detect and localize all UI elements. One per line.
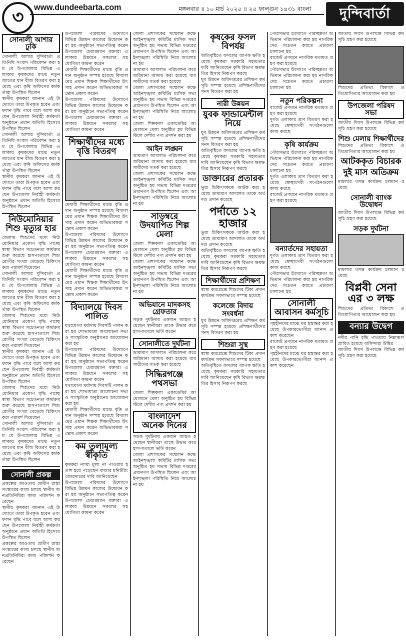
article-body: ভুয়া চিকিৎসককে আটক করা হয়েছে ভ্রাম্যমাণ আদালত তাকে অর্থদণ্ড প্রদান করেছে [201,231,265,249]
article-body: অতিবৃষ্টিতে ফসলের ব্যাপক ক্ষতি হয়েছে কৃষকরা সরকারি সহায়তার দাবি জানিয়েছেন কৃষি বিভাগ ক্ষয়ক্ষতির হিসাব নিরূপণ করছে [201,53,265,77]
article-body: অতিবৃষ্টিতে ফসলের ব্যাপক ক্ষতি হয়েছে কৃষকরা সরকারি সহায়তার দাবি জানিয়েছেন কৃষি বিভাগ ক্ষয়ক্ষতির হিসাব নিরূপণ করছে [201,249,265,273]
headline: আটককৃত বিচারক [340,157,402,168]
column-6 [338,32,404,638]
column-divider [198,32,199,636]
column-3 [133,32,196,638]
headline: সিদ্ধিরগঞ্জে পথসভা [145,370,184,390]
headline: কম তুলামূল্য স্বীকৃতি [75,441,118,461]
article-body: মামলার তদন্ত কার্যক্রম চলমান রয়েছে [338,179,404,191]
column-4 [201,32,265,638]
headline: বন্যার্তদের সহায়তা [275,243,328,253]
article-body: মেধাবী শিক্ষার্থীদের মাঝে বৃত্তি প্রদান অনুষ্ঠান সম্পন্ন হয়েছে বিদ্যালয়ের প্রধান শিক্ষক শিক্ষার্থীদের উৎসাহ প্রদান করেন অভিভাবকরা সন্তোষ প্রকাশ করেন [65,268,128,298]
headline: কলেজে বিদায় সংবর্ধনা [212,301,254,318]
article-body: দুর্গত এলাকায় ত্রাণ বিতরণ করা হয়েছে স্বেচ্ছাসেবী সংগঠনগুলো কাজ করছে [270,118,333,136]
article-body: কৃষকরা ন্যায্য মূল্য না পাওয়ায় হতাশ হয়ে পড়েছেন বাজার মনিটরিং জোরদারের দাবি জানিয়েছেন [65,462,128,480]
news-photo [338,234,404,266]
article-body: জেলায় শিশুদের মধ্যে নিউমোনিয়ার প্রকোপ বৃদ্ধি পাচ্ছে স্বাস্থ্য বিভাগ সচেতনতা কার্যক্রম শুরু করেছে হাসপাতালে শিশু রোগীর সংখ্যা বেড়েছে চিকিৎসকরা পরামর্শ দিয়েছেন [2,313,60,349]
article-body: দুর্গত এলাকায় ত্রাণ বিতরণ করা হয়েছে স্বেচ্ছাসেবী সংগঠনগুলো কাজ করছে [270,254,333,272]
article-body: মেধাবী শিক্ষার্থীদের মাঝে বৃত্তি প্রদান অনুষ্ঠান সম্পন্ন হয়েছে বিদ্যালয়ের প্রধান শিক্ষক শিক্ষার্থীদের উৎসাহ প্রদান করেন অভিভাবকরা সন্তোষ প্রকাশ করেন [65,68,128,97]
article-body: গৃহহীনদের মাঝে ঘর হস্তান্তর করা হয়েছে উপকারভোগীরা আনন্দ প্রকাশ করেছেন [270,351,333,369]
article-body: স্থানীয় কৃষকরা জানান এই উদ্যোগে তারা উপকৃত হবেন এবং ফলন বৃদ্ধি পাবে বলে আশা করছেন উপজেলা নির্বাহী কর্মকর্তা অনুষ্ঠানে প্রধান অতিথি হিসেবে উপস্থিত ছিলেন [2,505,60,541]
article-body: যথাযোগ্য মর্যাদায় দিবসটি পালন করা হয় শোভাযাত্রা আলোচনা সভা ও সাংস্কৃতিক অনুষ্ঠানের আয়োজন করা হয় [65,383,128,407]
headline: কৃষকের ফসল বিপর্যয় [210,33,256,52]
article-body: অতিবৃষ্টিতে ফসলের ব্যাপক ক্ষতি হয়েছে কৃষকরা সরকারি সহায়তার দাবি জানিয়েছেন কৃষি বিভাগ ক্ষয়ক্ষতির হিসাব নিরূপণ করছে [201,149,265,173]
article-body: শিশুদের প্রতিভা বিকাশে প্রতিযোগিতার আয়োজন করা হয় [338,144,404,156]
headline: সোনালীতে দুর্ঘটনা [133,338,196,349]
article-body: মামলার তদন্ত কার্যক্রম চলমান রয়েছে [338,267,404,279]
column-divider [267,32,268,636]
article-body: স্থানীয় কৃষকরা জানান এই উদ্যোগে তারা উপকৃত হবেন এবং ফলন বৃদ্ধি পাবে বলে আশা করছেন উপজেলা নির্বাহী কর্মকর্তা অনুষ্ঠানে প্রধান অতিথি হিসেবে উপস্থিত ছিলেন [2,174,60,210]
article-body: পৌরসভার উদ্যোগে পরিচ্ছন্নতা অভিযান পরিচালনা করা হয় নাগরিকদের সচেতন করতে প্রচারণা চালানো হয় [270,68,333,91]
article-body: দুর্গত এলাকায় ত্রাণ বিতরণ করা হয়েছে স্বেচ্ছাসেবী সংগঠনগুলো কাজ করছে [270,174,333,192]
column-2 [65,32,128,638]
rule [2,213,60,214]
article-body: শিশুদের প্রতিভা বিকাশে প্রতিযোগিতার আয়োজন করা হয় [338,307,404,318]
column-5 [270,32,333,638]
article-body: উপজেলা পরিষদের উদ্যোগে বিভিন্ন উন্নয়ন কাজের উদ্বোধন করা হয় অনুষ্ঠানে সভাপতিত্ব করেন উপজেলা চেয়ারম্যান বক্তারা এলাকার উন্নয়নে সকলের সহযোগিতা কামনা করেন [65,232,128,268]
article-body: সোনালী আশার দুন্দিবার্তা প্রতিনিধি সংবাদ পরিবেশন করা হয় যে উপজেলার বিভিন্ন এলাকায় কৃষকদের মাঝে নতুন জাতের ধান বীজ বিতরণ করা হয়েছে এবং কৃষি অফিসের কর্মকর্তারা উপস্থিত ছিলেন [2,132,60,174]
article-body: উপজেলা পরিষদের উদ্যোগে বিভিন্ন উন্নয়ন কাজের উদ্বোধন করা হয় অনুষ্ঠানে সভাপতিত্ব করেন উপজেলা চেয়ারম্যান বক্তারা এলাকার উন্নয়নে সকলের সহযোগিতা কামনা করেন [65,480,128,516]
article-body: বাজেট প্রণয়নে নাগরিক মতামত গ্রহণ করা হয়েছে [270,106,333,118]
rule [270,138,333,139]
article-body: জেলা প্রশাসকের সম্মেলন কক্ষে আইনশৃঙ্খলা কমিটির মাসিক সভা অনুষ্ঠিত হয় সভায় বিভিন্ন দপ্তরের প্রধানগণ উপস্থিত ছিলেন এবং আইনশৃঙ্খলা পরিস্থিতি নিয়ে আলোচনা হয় [133,260,196,296]
article-body: শিশুদের প্রতিভা বিকাশে প্রতিযোগিতার আয়োজন করা হয় [338,86,404,97]
article-body: যুব উন্নয়ন অধিদপ্তরের প্রশিক্ষণ কর্মসূচি সম্পন্ন হয়েছে প্রশিক্ষণার্থীদের সনদ বিতরণ করা হয় [201,77,265,95]
headline: অভিযানে মাদকসহ গ্রেফতার [138,300,191,317]
headline: শিশুরা সুস্থ [201,339,265,350]
headline: নতুন পরিকল্পনা [280,96,323,105]
article-body: ভ্রাম্যমাণ আদালত পরিচালনা করে জরিমানা আদায় করা হয়েছে ব্যবসায়ীদের সতর্ক করা হয়েছে [133,68,196,85]
headline: পর্দাতে ১২ হাজার [209,204,257,230]
headline: সড়ক দুর্ঘটনা [353,223,389,233]
column-divider [335,32,336,636]
article-body: প্রকল্পের আওতায় গ্রামীণ রাস্তা সংস্কারের কাজ চলছে স্থানীয় জনপ্রতিনিধিরা কাজ পরিদর্শন করেছেন [2,541,60,565]
rule [65,440,128,441]
column-divider [62,32,63,636]
article-body: অতিবৃষ্টিতে ফসলের ব্যাপক ক্ষতি হয়েছে কৃষকরা সরকারি সহায়তার দাবি জানিয়েছেন কৃষি বিভাগ ক্ষয়ক্ষতির হিসাব নিরূপণ করছে [201,364,265,388]
article-body: জেলা প্রশাসকের সম্মেলন কক্ষে আইনশৃঙ্খলা কমিটির মাসিক সভা অনুষ্ঠিত হয় সভায় বিভিন্ন দপ্তরের প্রধানগণ উপস্থিত ছিলেন এবং আইনশৃঙ্খলা পরিস্থিতি নিয়ে আলোচনা হয় [133,86,196,121]
headline: বন্যার উদ্বেগ [338,321,404,334]
article-body: সড়ক দুর্ঘটনায় একজন আহত হয়েছেন স্থানীয়রা তাকে উদ্ধার করে হাসপাতালে ভর্তি করেন [133,434,196,452]
article-body: জেলা প্রশাসকের সম্মেলন কক্ষে আইনশৃঙ্খলা কমিটির মাসিক সভা অনুষ্ঠিত হয় সভায় বিভিন্ন দপ্তরের প্রধানগণ উপস্থিত ছিলেন এবং আইনশৃঙ্খলা পরিস্থিতি নিয়ে আলোচনা হয় [133,32,196,67]
headline: বাংলাদেশ অনেক দিনের [133,411,196,433]
rule [133,298,196,299]
news-photo [270,207,333,243]
article-body: স্বাস্থ্য কমপ্লেক্সে শিশুদের টিকা প্রদান কার্যক্রম সফলভাবে সম্পন্ন হয়েছে [201,352,265,364]
rule [65,136,128,137]
rule [2,466,60,467]
article-body: যুব উন্নয়ন অধিদপ্তরের প্রশিক্ষণ কর্মসূচি সম্পন্ন হয়েছে প্রশিক্ষণার্থীদের সনদ বিতরণ করা হয় [201,131,265,149]
article-body: মেধাবী শিক্ষার্থীদের মাঝে বৃত্তি প্রদান অনুষ্ঠান সম্পন্ন হয়েছে বিদ্যালয়ের প্রধান শিক্ষক শিক্ষার্থীদের উৎসাহ প্রদান করেন অভিভাবকরা সন্তোষ প্রকাশ করেন [65,407,128,437]
article-body: জেলা শিল্পকলা একাডেমির আয়োজনে মেলা অনুষ্ঠিত হয় বিভিন্ন স্টলে দেশীয় পণ্য প্রদর্শন করা হয় [133,390,196,408]
headline: নারী উন্নয়ন [201,98,265,109]
page-number: ৩ [2,2,34,34]
article-body: সড়ক দুর্ঘটনায় একজন আহত হয়েছেন স্থানীয়রা তাকে উদ্ধার করে হাসপাতালে ভর্তি করেন [133,317,196,335]
article-body: গৃহহীনদের মাঝে ঘর হস্তান্তর করা হয়েছে উপকারভোগীরা আনন্দ প্রকাশ করেছেন [270,321,333,339]
masthead: দুন্দিবার্তা [326,2,404,26]
headline: শিক্ষার্থীদের মধ্যে বৃত্তি বিতরণ [68,138,125,157]
rule [133,210,196,211]
article-body: উপজেলা পরিষদের উদ্যোগে বিভিন্ন উন্নয়ন কাজের উদ্বোধন করা হয় অনুষ্ঠানে সভাপতিত্ব করেন উপজেলা চেয়ারম্যান বক্তারা এলাকার উন্নয়নে সকলের সহযোগিতা কামনা করেন [65,32,128,67]
article-body: জাতীয় দিবস উপলক্ষে বিভিন্ন কর্মসূচি গ্রহণ করা হয়েছে [338,120,404,132]
article-body: জেলা শিল্পকলা একাডেমির আয়োজনে মেলা অনুষ্ঠিত হয় বিভিন্ন স্টলে দেশীয় পণ্য প্রদর্শন করা হয় [133,242,196,260]
article-body: বাজেট প্রণয়নে নাগরিক মতামত গ্রহণ করা হয়েছে [270,339,333,351]
headline: বিদ্যালয়ে দিবস পালিত [70,302,123,322]
article-body: যথাযোগ্য মর্যাদায় দিবসটি পালন করা হয় শোভাযাত্রা আলোচনা সভা ও সাংস্কৃতিক অনুষ্ঠানের আয়োজন করা হয় [65,323,128,347]
article-body: পৌরসভার উদ্যোগে পরিচ্ছন্নতা অভিযান পরিচালনা করা হয় নাগরিকদের সচেতন করতে প্রচারণা চালানো হয় [270,150,333,174]
article-body: জেলা প্রশাসকের সম্মেলন কক্ষে আইনশৃঙ্খলা কমিটির মাসিক সভা অনুষ্ঠিত হয় সভায় বিভিন্ন দপ্তরের প্রধানগণ উপস্থিত ছিলেন এবং আইনশৃঙ্খলা পরিস্থিতি নিয়ে আলোচনা হয় [133,452,196,488]
headline: শিশু মেলায় শিক্ষার্থীদের [338,133,404,143]
rule [65,301,128,302]
headline: সোনালী আশার ঢুকি [2,34,60,53]
headline: সোনালী ব্যাংক উদ্বোধন [350,192,392,210]
headline: আইন লঙ্ঘন [146,144,183,153]
article-body: সোনালী আশার দুন্দিবার্তা প্রতিনিধি সংবাদ পরিবেশন করা হয় যে উপজেলার বিভিন্ন এলাকায় কৃষকদের মাঝে নতুন জাতের ধান বীজ বিতরণ করা হয়েছে এবং কৃষি অফিসের কর্মকর্তারা উপস্থিত ছিলেন [2,421,60,463]
article-body: সোনালী আশার দুন্দিবার্তা প্রতিনিধি সংবাদ পরিবেশন করা হয় যে উপজেলার বিভিন্ন এলাকায় কৃষকদের মাঝে নতুন জাতের ধান বীজ বিতরণ করা হয়েছে এবং কৃষি অফিসের কর্মকর্তারা উপস্থিত ছিলেন [2,271,60,313]
article-body: জাতীয় দিবস উপলক্ষে বিভিন্ন কর্মসূচি গ্রহণ করা হয়েছে [338,210,404,222]
site-url[interactable]: www.dundeebarta.com [34,3,122,12]
article-body: ভ্রাম্যমাণ আদালত পরিচালনা করে জরিমানা আদায় করা হয়েছে ব্যবসায়ীদের সতর্ক করা হয়েছে [133,351,196,369]
article-body: যুব উন্নয়ন অধিদপ্তরের প্রশিক্ষণ কর্মসূচি সম্পন্ন হয়েছে প্রশিক্ষণার্থীদের সনদ বিতরণ করা হয় [201,319,265,337]
headline: সোনালী প্রকল্প [2,469,60,480]
news-photo [65,159,128,201]
rule [133,142,196,143]
headline: বিপ্লবী সেনা এর ৩ লক্ষ [345,280,397,306]
article-body: জেলা প্রশাসকের সম্মেলন কক্ষে আইনশৃঙ্খলা কমিটির মাসিক সভা অনুষ্ঠিত হয় সভায় বিভিন্ন দপ্তরের প্রধানগণ উপস্থিত ছিলেন এবং আইনশৃঙ্খলা পরিস্থিতি নিয়ে আলোচনা হয় [133,172,196,208]
article-body: ভুয়া চিকিৎসককে আটক করা হয়েছে ভ্রাম্যমাণ আদালত তাকে অর্থদণ্ড প্রদান করেছে [201,185,265,203]
article-body: জেলা শিল্পকলা একাডেমির আয়োজনে মেলা অনুষ্ঠিত হয় বিভিন্ন স্টলে দেশীয় পণ্য প্রদর্শন করা হয় [133,122,196,139]
article-body: জেলায় শিশুদের মধ্যে নিউমোনিয়ার প্রকোপ বৃদ্ধি পাচ্ছে স্বাস্থ্য বিভাগ সচেতনতা কার্যক্রম শুরু করেছে হাসপাতালে শিশু রোগীর সংখ্যা বেড়েছে চিকিৎসকরা পরামর্শ দিয়েছেন [2,385,60,421]
article-body: নদীর পানি বৃদ্ধি পাওয়ায় নিম্নাঞ্চল প্লাবিত হয়েছে বাসিন্দারা উদ্বিগ্ন [338,335,404,347]
article-body: উপজেলা পরিষদের উদ্যোগে বিভিন্ন উন্নয়ন কাজের উদ্বোধন করা হয় অনুষ্ঠানে সভাপতিত্ব করেন উপজেলা চেয়ারম্যান বক্তারা এলাকার উন্নয়নে সকলের সহযোগিতা কামনা করেন [65,98,128,133]
headline: উপজেলা পরিষদ সভা [338,100,404,119]
article-body: পৌরসভার উদ্যোগে পরিচ্ছন্নতা অভিযান পরিচালনা করা হয় নাগরিকদের সচেতন করতে প্রচারণা চালানো হয় [270,32,333,55]
article-body: স্থানীয় কৃষকরা জানান এই উদ্যোগে তারা উপকৃত হবেন এবং ফলন বৃদ্ধি পাবে বলে আশা করছেন উপজেলা নির্বাহী কর্মকর্তা অনুষ্ঠানে প্রধান অতিথি হিসেবে উপস্থিত ছিলেন [2,349,60,385]
article-body: স্থানীয় কৃষকরা জানান এই উদ্যোগে তারা উপকৃত হবেন এবং ফলন বৃদ্ধি পাবে বলে আশা করছেন উপজেলা নির্বাহী কর্মকর্তা অনুষ্ঠানে প্রধান অতিথি হিসেবে উপস্থিত ছিলেন [2,96,60,132]
article-body: জেলায় শিশুদের মধ্যে নিউমোনিয়ার প্রকোপ বৃদ্ধি পাচ্ছে স্বাস্থ্য বিভাগ সচেতনতা কার্যক্রম শুরু করেছে হাসপাতালে শিশু রোগীর সংখ্যা বেড়েছে চিকিৎসকরা পরামর্শ দিয়েছেন [2,235,60,271]
article-body: প্রকল্পের আওতায় গ্রামীণ রাস্তা সংস্কারের কাজ চলছে স্থানীয় জনপ্রতিনিধিরা কাজ পরিদর্শন করেছেন [2,481,60,505]
article-body: জাতীয় দিবস উপলক্ষে বিভিন্ন কর্মসূচি গ্রহণ করা হয়েছে [338,32,404,43]
article-body: সোনালী আশার দুন্দিবার্তা প্রতিনিধি সংবাদ পরিবেশন করা হয় যে উপজেলার বিভিন্ন এলাকায় কৃষকদের মাঝে নতুন জাতের ধান বীজ বিতরণ করা হয়েছে এবং কৃষি অফিসের কর্মকর্তারা উপস্থিত ছিলেন [2,54,60,96]
article-body: মেধাবী শিক্ষার্থীদের মাঝে বৃত্তি প্রদান অনুষ্ঠান সম্পন্ন হয়েছে বিদ্যালয়ের প্রধান শিক্ষক শিক্ষার্থীদের উৎসাহ প্রদান করেন অভিভাবকরা সন্তোষ প্রকাশ করেন [65,202,128,232]
article-body: জাতীয় দিবস উপলক্ষে বিভিন্ন কর্মসূচি গ্রহণ করা হয়েছে [338,347,404,359]
article-body: স্বাস্থ্য কমপ্লেক্সে শিশুদের টিকা প্রদান কার্যক্রম সফলভাবে সম্পন্ন হয়েছে [201,288,265,300]
headline: ডাক্তারের প্রতারক [202,174,264,185]
column-divider [130,32,131,636]
headline: কৃষি কার্যক্রম [284,140,319,150]
news-photo [338,46,404,84]
article-body: উপজেলা পরিষদের উদ্যোগে বিভিন্ন উন্নয়ন কাজের উদ্বোধন করা হয় অনুষ্ঠানে সভাপতিত্ব করেন উপজেলা চেয়ারম্যান বক্তারা এলাকার উন্নয়নে সকলের সহযোগিতা কামনা করেন [65,347,128,383]
headline: নিউমোনিয়ার শিশু মৃত্যুর হার [5,214,57,234]
article-body: বাজেট প্রণয়নে নাগরিক মতামত গ্রহণ করা হয়েছে [270,192,333,204]
article-body: বাজেট প্রণয়নে নাগরিক মতামত গ্রহণ করা হয়েছে [270,56,333,67]
headline: সাড়ম্বরে উদযাপিত শিল্প মেলা [139,212,190,241]
article-body: ভ্রাম্যমাণ আদালত পরিচালনা করে জরিমানা আদায় করা হয়েছে ব্যবসায়ীদের সতর্ক করা হয়েছে [133,154,196,172]
headline: সোনালী আবাসন কর্মসূচি [270,298,333,320]
article-body: পৌরসভার উদ্যোগে পরিচ্ছন্নতা অভিযান পরিচালনা করা হয় নাগরিকদের সচেতন করতে প্রচারণা চালানো হয় [270,272,333,296]
column-1 [2,32,60,638]
dateline: মঙ্গলবার ॥ ১০ মার্চ ২০২৫ ॥ ২৫ ফাল্গুন ১৪৩১ বাংলা [178,6,312,13]
rule [270,94,333,95]
headline: দুই মাস অতিক্রম [343,167,399,178]
headline: শিক্ষার্থীদের প্রশিক্ষণ [201,275,265,286]
headline: যুবক ফান্ডামেন্টাল নিয়ে [202,110,264,130]
